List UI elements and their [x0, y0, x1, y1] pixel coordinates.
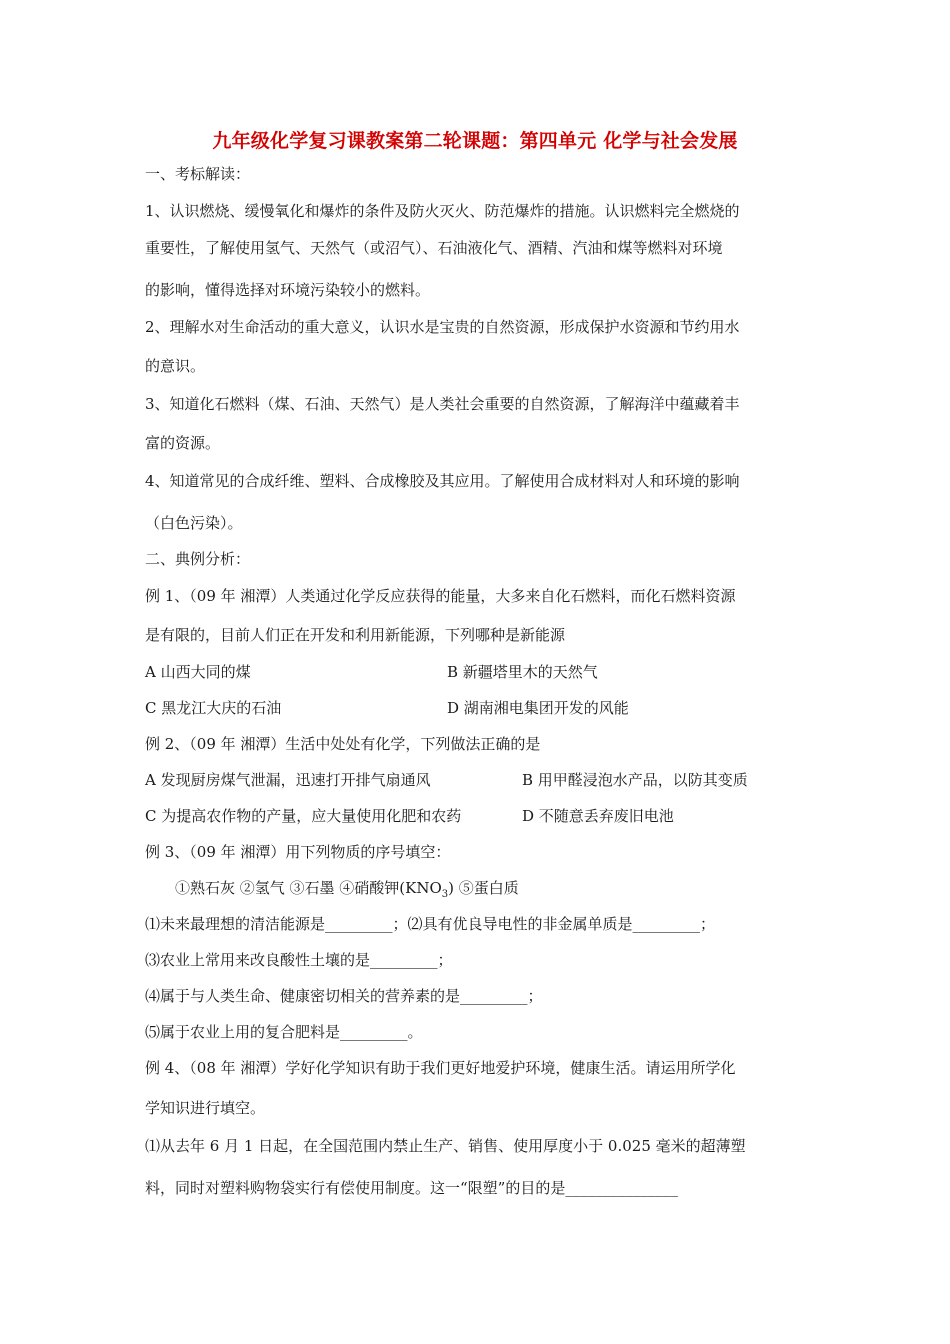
example-3-items-rest: ) ⑤蛋白质: [448, 879, 519, 897]
example-2-option-b: B 用甲醛浸泡水产品，以防其变质: [522, 771, 748, 789]
example-3-question-3: ⑶农业上常用来改良酸性土壤的是_________；: [145, 951, 453, 969]
paragraph-3-line-2: 富的资源。: [145, 434, 221, 452]
example-2-option-d: D 不随意丢弃废旧电池: [522, 807, 674, 825]
example-3-items-text: ①熟石灰 ②氢气 ③石墨 ④硝酸钾(KNO: [175, 879, 442, 897]
section-heading-2: 二、典例分析：: [145, 550, 251, 568]
example-3-question-1: ⑴未来最理想的清洁能源是_________；⑵具有优良导电性的非金属单质是_________；: [145, 915, 716, 933]
paragraph-2-line-1: 2、理解水对生命活动的重大意义，认识水是宝贵的自然资源，形成保护水资源和节约用水: [145, 318, 740, 336]
example-1-option-a: A 山西大同的煤: [145, 663, 251, 681]
example-1-option-d: D 湖南湘电集团开发的风能: [447, 699, 629, 717]
paragraph-1-line-1: 1、认识燃烧、缓慢氧化和爆炸的条件及防火灭火、防范爆炸的措施。认识燃料完全燃烧的: [145, 202, 740, 220]
paragraph-3-line-1: 3、知道化石燃料（煤、石油、天然气）是人类社会重要的自然资源，了解海洋中蕴藏着丰: [145, 395, 740, 413]
example-3-items: [175, 878, 519, 905]
paragraph-4-line-1: 4、知道常见的合成纤维、塑料、合成橡胶及其应用。了解使用合成材料对人和环境的影响: [145, 472, 740, 490]
example-2-line-1: 例 2、（09 年 湘潭）生活中处处有化学，下列做法正确的是: [145, 735, 541, 753]
example-1-line-2: 是有限的，目前人们正在开发和利用新能源，下列哪种是新能源: [145, 626, 566, 644]
example-3-question-4: ⑷属于与人类生命、健康密切相关的营养素的是_________；: [145, 987, 543, 1005]
example-4-line-1: 例 4、（08 年 湘潭）学好化学知识有助于我们更好地爱护环境，健康生活。请运用所学化: [145, 1059, 736, 1077]
example-2-option-a: A 发现厨房煤气泄漏，迅速打开排气扇通风: [145, 771, 431, 789]
example-1-line-1: 例 1、（09 年 湘潭）人类通过化学反应获得的能量，大多来自化石燃料，而化石燃料资源: [145, 587, 736, 605]
example-3-question-5: ⑸属于农业上用的复合肥料是_________。: [145, 1023, 423, 1041]
paragraph-1-line-2: 重要性，了解使用氢气、天然气（或沼气）、石油液化气、酒精、汽油和煤等燃料对环境: [145, 239, 723, 257]
example-1-option-c: C 黑龙江大庆的石油: [145, 699, 282, 717]
example-1-option-b: B 新疆塔里木的天然气: [447, 663, 598, 681]
example-2-option-c: C 为提高农作物的产量，应大量使用化肥和农药: [145, 807, 462, 825]
example-4-line-2: 学知识进行填空。: [145, 1099, 266, 1117]
example-3-line-1: 例 3、（09 年 湘潭）用下列物质的序号填空：: [145, 843, 451, 861]
paragraph-4-line-2: （白色污染）。: [145, 514, 243, 532]
section-heading-1: 一、考标解读：: [145, 165, 251, 183]
paragraph-2-line-2: 的意识。: [145, 357, 206, 375]
subscript-three: 3: [441, 889, 449, 900]
example-4-question-1-line-2: 料，同时对塑料购物袋实行有偿使用制度。这一“限塑”的目的是_______________: [145, 1179, 678, 1197]
example-4-question-1-line-1: ⑴从去年 6 月 1 日起，在全国范围内禁止生产、销售、使用厚度小于 0.025 毫米的超薄塑: [145, 1137, 746, 1155]
page-title: 九年级化学复习课教案第二轮课题：第四单元 化学与社会发展: [212, 130, 738, 152]
paragraph-1-line-3: 的影响，懂得选择对环境污染较小的燃料。: [145, 281, 431, 299]
